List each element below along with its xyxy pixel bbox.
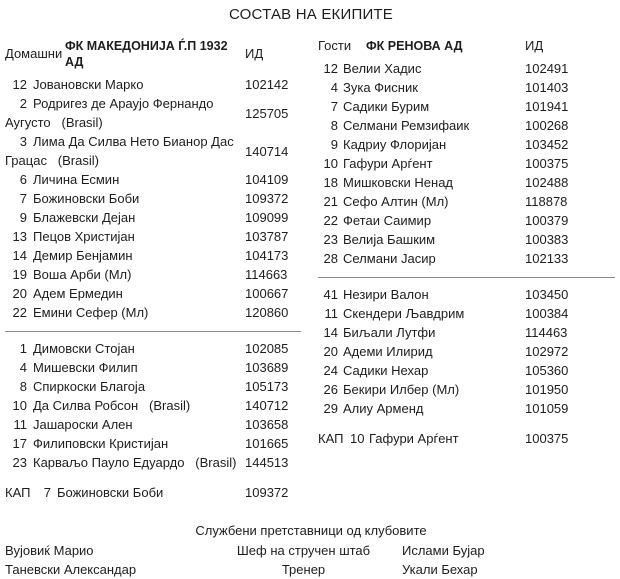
player-row bbox=[5, 75, 301, 94]
player-row bbox=[5, 132, 301, 170]
home-team-column bbox=[5, 38, 301, 502]
player-number-name bbox=[318, 342, 525, 361]
player-name: Садики Нехар bbox=[343, 363, 429, 378]
player-number: 19 bbox=[12, 267, 27, 282]
player-name: Мишковски Ненад bbox=[343, 175, 454, 190]
player-number: 22 bbox=[323, 213, 338, 228]
captain-label: КАП bbox=[5, 485, 31, 500]
player-id: 105360 bbox=[525, 363, 569, 378]
player-id: 103689 bbox=[245, 360, 289, 375]
home-captain-row bbox=[5, 483, 301, 502]
player-number: 28 bbox=[323, 251, 338, 266]
player-name: Сефо Алтин (Мл) bbox=[343, 194, 449, 209]
player-id: 114463 bbox=[525, 325, 568, 340]
player-name: Воша Арби (Мл) bbox=[33, 267, 132, 282]
player-number: 2 bbox=[19, 96, 27, 111]
player-name: Велии Хадис bbox=[343, 61, 422, 76]
player-number-name bbox=[318, 59, 525, 78]
player-number: 24 bbox=[323, 363, 338, 378]
player-number-name bbox=[5, 75, 245, 94]
player-number-name bbox=[5, 453, 245, 472]
player-number: 9 bbox=[330, 137, 338, 152]
captain-name: Гафури Арѓент bbox=[369, 431, 459, 446]
player-name: Адем Ермедин bbox=[33, 286, 123, 301]
team-columns bbox=[5, 38, 617, 502]
player-id: 125705 bbox=[245, 105, 289, 121]
away-official-name: Укали Бехар bbox=[402, 562, 478, 577]
player-name: Блажевски Дејан bbox=[33, 210, 136, 225]
official-role-label: Шеф на стручен штаб bbox=[236, 543, 371, 558]
player-row bbox=[5, 415, 301, 434]
home-team-header bbox=[5, 38, 301, 70]
player-number-name bbox=[5, 303, 245, 322]
player-id: 102133 bbox=[525, 251, 569, 266]
home-club-name: ФК МАКЕДОНИЈА Ѓ.П 1932 АД bbox=[65, 39, 228, 69]
player-id: 140714 bbox=[245, 143, 289, 159]
player-number-name bbox=[318, 97, 525, 116]
player-row bbox=[5, 189, 301, 208]
player-number-name bbox=[318, 380, 525, 399]
player-number: 4 bbox=[19, 360, 27, 375]
player-number: 12 bbox=[323, 61, 338, 76]
player-number-name bbox=[5, 227, 245, 246]
player-number: 22 bbox=[12, 305, 27, 320]
player-name: Биљали Лутфи bbox=[343, 325, 436, 340]
player-id: 109372 bbox=[245, 191, 289, 206]
player-row bbox=[5, 303, 301, 322]
player-number-name bbox=[5, 396, 245, 415]
player-number-name bbox=[5, 208, 245, 227]
player-name: Селмани Јасир bbox=[343, 251, 436, 266]
player-number: 23 bbox=[12, 455, 27, 470]
player-id: 100383 bbox=[525, 232, 569, 247]
player-number-name bbox=[5, 284, 245, 303]
player-row bbox=[318, 135, 615, 154]
officials-section bbox=[5, 522, 617, 579]
player-row bbox=[5, 170, 301, 189]
player-id: 100375 bbox=[525, 156, 569, 171]
away-official-name: Ислами Бујар bbox=[402, 543, 485, 558]
player-row bbox=[318, 97, 615, 116]
player-name: Незири Валон bbox=[343, 287, 429, 302]
player-row bbox=[5, 377, 301, 396]
player-number: 8 bbox=[330, 118, 338, 133]
home-section-divider bbox=[5, 331, 301, 332]
player-name: Демир Бенјамин bbox=[33, 248, 133, 263]
player-id: 102491 bbox=[525, 61, 569, 76]
player-row bbox=[5, 208, 301, 227]
player-number: 17 bbox=[12, 436, 27, 451]
player-number-name bbox=[318, 399, 525, 418]
player-id: 101059 bbox=[525, 401, 569, 416]
player-row bbox=[318, 154, 615, 173]
away-starters-list bbox=[318, 59, 615, 268]
player-id: 144513 bbox=[245, 455, 289, 470]
player-number-name bbox=[5, 339, 245, 358]
player-number-name bbox=[5, 415, 245, 434]
player-name: Алиу Арменд bbox=[343, 401, 424, 416]
player-number: 23 bbox=[323, 232, 338, 247]
player-id: 114663 bbox=[245, 267, 288, 282]
away-team-column bbox=[318, 38, 615, 448]
player-name: Божиновски Боби bbox=[33, 191, 140, 206]
player-id: 102085 bbox=[245, 341, 289, 356]
officials-rows bbox=[5, 541, 617, 579]
player-number: 20 bbox=[12, 286, 27, 301]
player-row bbox=[318, 173, 615, 192]
away-id-header: ИД bbox=[525, 38, 544, 53]
player-number: 18 bbox=[323, 175, 338, 190]
player-number-name bbox=[5, 434, 245, 453]
player-number: 10 bbox=[323, 156, 338, 171]
official-row bbox=[5, 541, 617, 560]
away-substitutes-list bbox=[318, 285, 615, 418]
player-row bbox=[5, 434, 301, 453]
home-substitutes-list bbox=[5, 339, 301, 472]
player-id: 100379 bbox=[525, 213, 569, 228]
player-id: 109099 bbox=[245, 210, 289, 225]
player-number: 7 bbox=[330, 99, 338, 114]
player-id: 103658 bbox=[245, 417, 289, 432]
player-row bbox=[5, 358, 301, 377]
player-name: Бекири Илбер (Мл) bbox=[343, 382, 460, 397]
player-number: 20 bbox=[323, 344, 338, 359]
player-number: 13 bbox=[12, 229, 27, 244]
player-number-name bbox=[5, 358, 245, 377]
player-row bbox=[5, 246, 301, 265]
player-number-name bbox=[5, 132, 245, 170]
player-number-name bbox=[5, 377, 245, 396]
player-row bbox=[5, 265, 301, 284]
away-team-header bbox=[318, 38, 615, 54]
player-row bbox=[318, 59, 615, 78]
home-official-name: Вујовиќ Марио bbox=[5, 543, 94, 558]
player-number-name bbox=[5, 246, 245, 265]
player-name: Мишевски Филип bbox=[33, 360, 138, 375]
captain-label: КАП bbox=[318, 431, 344, 446]
player-name: Личина Есмин bbox=[33, 172, 120, 187]
player-name: Селмани Ремзифаик bbox=[343, 118, 470, 133]
player-number-name bbox=[5, 170, 245, 189]
player-id: 101403 bbox=[525, 80, 569, 95]
captain-number-name bbox=[318, 429, 525, 448]
player-number: 29 bbox=[323, 401, 338, 416]
player-id: 100667 bbox=[245, 286, 289, 301]
player-number: 26 bbox=[323, 382, 338, 397]
home-official-name: Таневски Александар bbox=[5, 562, 137, 577]
away-club-name: ФК РЕНОВА АД bbox=[366, 39, 463, 53]
player-number: 7 bbox=[19, 191, 27, 206]
player-row bbox=[318, 211, 615, 230]
player-row bbox=[318, 78, 615, 97]
captain-number-name bbox=[5, 483, 245, 502]
player-id: 103787 bbox=[245, 229, 289, 244]
player-number: 41 bbox=[323, 287, 338, 302]
player-name: Карваљо Пауло Едуардо (Brasil) bbox=[33, 455, 237, 470]
player-number: 14 bbox=[12, 248, 27, 263]
player-name: Адеми Илирид bbox=[343, 344, 433, 359]
player-number-name bbox=[5, 265, 245, 284]
away-section-divider bbox=[318, 277, 615, 278]
player-name: Родригез де Араујо Фернандо Аугусто (Brasil) bbox=[5, 96, 218, 130]
player-id: 140712 bbox=[245, 398, 289, 413]
home-side-label: Домашни bbox=[5, 46, 63, 61]
player-id: 103450 bbox=[525, 287, 569, 302]
player-row bbox=[318, 285, 615, 304]
player-number: 6 bbox=[19, 172, 27, 187]
player-number-name bbox=[318, 304, 525, 323]
player-name: Филиповски Кристијан bbox=[33, 436, 169, 451]
captain-number: 10 bbox=[350, 431, 365, 446]
player-number-name bbox=[318, 285, 525, 304]
player-number: 14 bbox=[323, 325, 338, 340]
player-name: Јовановски Марко bbox=[33, 77, 144, 92]
player-row bbox=[318, 116, 615, 135]
page-title: СОСТАВ НА ЕКИПИТЕ bbox=[228, 6, 393, 23]
player-number: 11 bbox=[324, 306, 338, 321]
player-id: 118878 bbox=[525, 194, 568, 209]
player-name: Скендери Љавдрим bbox=[343, 306, 465, 321]
player-number-name bbox=[318, 361, 525, 380]
player-row bbox=[318, 192, 615, 211]
player-row bbox=[318, 342, 615, 361]
home-id-header: ИД bbox=[245, 46, 264, 61]
player-row bbox=[318, 323, 615, 342]
player-name: Лима Да Силва Нето Бианор Дас Грацас (Brasil) bbox=[5, 134, 238, 168]
player-name: Гафури Арѓент bbox=[343, 156, 433, 171]
player-id: 102142 bbox=[245, 77, 289, 92]
player-number-name bbox=[318, 154, 525, 173]
official-role-label: Тренер bbox=[281, 562, 326, 577]
player-row bbox=[5, 227, 301, 246]
player-name: Јашароски Ален bbox=[33, 417, 133, 432]
player-id: 120860 bbox=[245, 305, 289, 320]
captain-name: Божиновски Боби bbox=[57, 485, 164, 500]
player-number: 8 bbox=[19, 379, 27, 394]
player-number-name bbox=[318, 230, 525, 249]
player-id: 100384 bbox=[525, 306, 569, 321]
player-number-name bbox=[318, 323, 525, 342]
player-row bbox=[5, 339, 301, 358]
player-number-name bbox=[318, 116, 525, 135]
player-number-name bbox=[5, 189, 245, 208]
player-row bbox=[318, 361, 615, 380]
player-number-name bbox=[318, 135, 525, 154]
player-number: 21 bbox=[323, 194, 338, 209]
player-name: Пецов Христијан bbox=[33, 229, 135, 244]
player-id: 103452 bbox=[525, 137, 569, 152]
player-name: Димовски Стојан bbox=[33, 341, 135, 356]
player-row bbox=[318, 380, 615, 399]
player-number-name bbox=[318, 249, 525, 268]
player-number-name bbox=[5, 94, 245, 132]
player-number-name bbox=[318, 211, 525, 230]
player-row bbox=[5, 284, 301, 303]
player-number: 9 bbox=[19, 210, 27, 225]
player-id: 101665 bbox=[245, 436, 289, 451]
player-number: 4 bbox=[330, 80, 338, 95]
player-number: 3 bbox=[19, 134, 27, 149]
player-id: 100268 bbox=[525, 118, 569, 133]
player-number: 12 bbox=[12, 77, 27, 92]
player-number: 1 bbox=[19, 341, 27, 356]
player-name: Емини Сефер (Мл) bbox=[33, 305, 149, 320]
player-row bbox=[318, 304, 615, 323]
captain-id: 109372 bbox=[245, 485, 289, 500]
player-row bbox=[5, 94, 301, 132]
player-name: Фетаи Саимир bbox=[343, 213, 432, 228]
player-name: Кадриу Флоријан bbox=[343, 137, 447, 152]
player-row bbox=[318, 230, 615, 249]
player-number-name bbox=[318, 78, 525, 97]
player-id: 101941 bbox=[525, 99, 569, 114]
away-side-label: Гости bbox=[318, 38, 352, 53]
player-id: 102488 bbox=[525, 175, 569, 190]
away-captain-row bbox=[318, 429, 615, 448]
player-id: 101950 bbox=[525, 382, 569, 397]
player-name: Садики Бурим bbox=[343, 99, 430, 114]
official-row bbox=[5, 560, 617, 579]
player-row bbox=[5, 453, 301, 472]
player-id: 104109 bbox=[245, 172, 289, 187]
captain-number: 7 bbox=[43, 485, 51, 500]
player-row bbox=[318, 249, 615, 268]
player-row bbox=[5, 396, 301, 415]
player-id: 105173 bbox=[245, 379, 289, 394]
player-name: Зука Фисник bbox=[343, 80, 418, 95]
player-name: Спиркоски Благоја bbox=[33, 379, 146, 394]
player-id: 102972 bbox=[525, 344, 569, 359]
player-number-name bbox=[318, 173, 525, 192]
player-id: 104173 bbox=[245, 248, 289, 263]
captain-id: 100375 bbox=[525, 431, 569, 446]
player-number: 10 bbox=[12, 398, 27, 413]
player-name: Велија Башким bbox=[343, 232, 436, 247]
player-number: 11 bbox=[13, 417, 27, 432]
player-row bbox=[318, 399, 615, 418]
player-name: Да Силва Робсон (Brasil) bbox=[33, 398, 191, 413]
player-number-name bbox=[318, 192, 525, 211]
officials-title: Службени претставници од клубовите bbox=[195, 523, 427, 538]
home-starters-list bbox=[5, 75, 301, 322]
